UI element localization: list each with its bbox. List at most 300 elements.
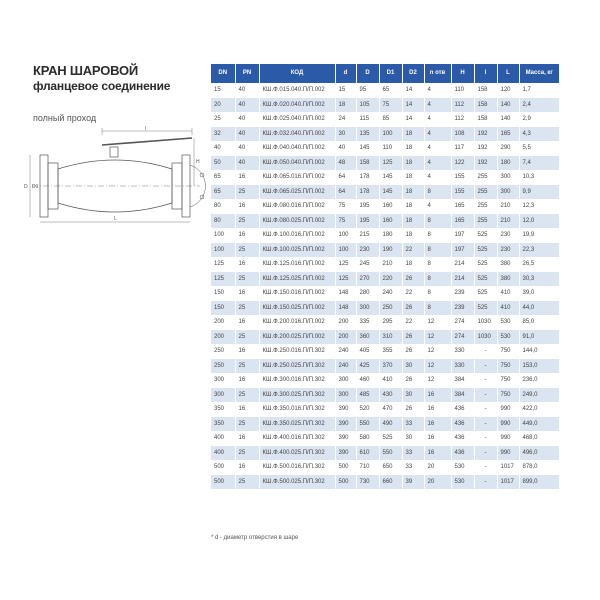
table-cell: 255 (474, 199, 497, 214)
table-cell: 730 (356, 475, 379, 490)
table-cell: 108 (451, 127, 474, 142)
table-cell: 100 (379, 127, 402, 142)
table-cell: 75 (379, 98, 402, 113)
valve-handle (102, 138, 192, 145)
table-cell: 300 (335, 373, 356, 388)
table-cell: 15 (335, 83, 356, 98)
table-cell: 215 (356, 228, 379, 243)
table-cell: 255 (474, 170, 497, 185)
table-cell: 4 (424, 141, 451, 156)
table-cell: 210 (497, 214, 519, 229)
table-cell: 2,9 (519, 112, 559, 127)
table-cell: 16 (235, 344, 259, 359)
table-row (211, 214, 559, 229)
table-cell: 384 (451, 388, 474, 403)
table-cell: 525 (474, 272, 497, 287)
table-cell: 140 (497, 112, 519, 127)
table-row (211, 388, 559, 403)
table-cell: 12 (424, 359, 451, 374)
table-cell: 148 (335, 301, 356, 316)
table-cell: 8 (424, 257, 451, 272)
table-cell: 410 (497, 286, 519, 301)
column-header: DN (211, 64, 235, 83)
table-cell: 16 (235, 286, 259, 301)
table-cell: 16 (424, 417, 451, 432)
table-cell: 330 (451, 359, 474, 374)
table-cell: КШ.Ф.100.016.П/П.002 (259, 228, 335, 243)
table-cell: 200 (335, 315, 356, 330)
column-header: H (451, 64, 474, 83)
table-cell: 500 (335, 460, 356, 475)
table-cell: 750 (497, 373, 519, 388)
table-cell: 122 (451, 156, 474, 171)
table-cell: КШ.Ф.015.040.П/П.002 (259, 83, 335, 98)
table-cell: 25 (235, 214, 259, 229)
table-cell: 16 (424, 431, 451, 446)
table-cell: 25 (211, 112, 235, 127)
table-cell: 148 (335, 286, 356, 301)
table-cell: 436 (451, 446, 474, 461)
table-cell: 110 (379, 141, 402, 156)
table-cell: 18 (402, 228, 424, 243)
table-cell: 8 (424, 185, 451, 200)
table-cell: 165 (497, 127, 519, 142)
table-cell: 449,0 (519, 417, 559, 432)
table-cell: 40 (235, 156, 259, 171)
table-cell: 878,0 (519, 460, 559, 475)
table-cell: 200 (335, 330, 356, 345)
table-cell: 214 (451, 272, 474, 287)
table-cell: 250 (211, 359, 235, 374)
table-cell: 255 (474, 185, 497, 200)
table-cell: КШ.Ф.040.040.П/П.002 (259, 141, 335, 156)
table-cell: 26 (402, 373, 424, 388)
table-cell: КШ.Ф.150.025.П/П.002 (259, 301, 335, 316)
table-cell: 15 (211, 83, 235, 98)
table-cell: 160 (379, 214, 402, 229)
table-cell: 12 (424, 373, 451, 388)
table-cell: 250 (211, 344, 235, 359)
table-cell: 33 (402, 417, 424, 432)
table-cell: - (474, 417, 497, 432)
table-cell: 750 (497, 344, 519, 359)
table-row (211, 315, 559, 330)
table-cell: 65 (379, 83, 402, 98)
table-cell: 18 (402, 156, 424, 171)
table-cell: 12 (424, 344, 451, 359)
table-cell: 22,3 (519, 243, 559, 258)
table-cell: КШ.Ф.125.025.П/П.002 (259, 272, 335, 287)
table-cell: 335 (356, 315, 379, 330)
table-cell: 245 (356, 257, 379, 272)
table-cell: 25 (235, 272, 259, 287)
product-title: КРАН ШАРОВОЙ (33, 63, 139, 78)
table-cell: 40 (211, 141, 235, 156)
table-cell: КШ.Ф.080.025.П/П.002 (259, 214, 335, 229)
table-cell: 8 (424, 228, 451, 243)
table-cell: 280 (356, 286, 379, 301)
table-cell: 390 (335, 417, 356, 432)
table-row (211, 460, 559, 475)
table-row (211, 199, 559, 214)
table-row (211, 359, 559, 374)
table-cell: 300 (211, 373, 235, 388)
table-cell: 9,9 (519, 185, 559, 200)
table-cell: 380 (497, 257, 519, 272)
ball-valve-drawing (22, 125, 210, 225)
table-cell: 50 (211, 156, 235, 171)
table-cell: 4 (424, 156, 451, 171)
table-cell: 44,0 (519, 301, 559, 316)
table-row (211, 83, 559, 98)
table-cell: 195 (356, 199, 379, 214)
table-cell: 75 (335, 214, 356, 229)
table-cell: 300 (335, 388, 356, 403)
table-cell: 550 (356, 417, 379, 432)
table-cell: 239 (451, 286, 474, 301)
table-cell: 990 (497, 402, 519, 417)
table-cell: 26 (402, 301, 424, 316)
table-cell: 30 (402, 359, 424, 374)
table-cell: 370 (379, 359, 402, 374)
table-cell: КШ.Ф.100.025.П/П.002 (259, 243, 335, 258)
column-header: Масса, кг (519, 64, 559, 83)
table-cell: 155 (451, 185, 474, 200)
table-cell: 200 (211, 330, 235, 345)
table-cell: 64 (335, 170, 356, 185)
column-header: КОД (259, 64, 335, 83)
table-cell: 4 (424, 83, 451, 98)
table-cell: 25 (235, 330, 259, 345)
table-cell: 1,7 (519, 83, 559, 98)
table-cell: 120 (497, 83, 519, 98)
table-cell: 525 (474, 257, 497, 272)
dim-label-i: I (145, 126, 147, 132)
table-cell: 25 (235, 359, 259, 374)
table-cell: 125 (335, 272, 356, 287)
column-header: L (497, 64, 519, 83)
table-cell: 18 (402, 170, 424, 185)
table-cell: 210 (379, 257, 402, 272)
table-cell: 19,9 (519, 228, 559, 243)
table-cell: 410 (379, 373, 402, 388)
table-cell: 25 (235, 301, 259, 316)
table-cell: 192 (474, 141, 497, 156)
table-cell: 350 (211, 402, 235, 417)
table-cell: 25 (235, 417, 259, 432)
table-cell: 230 (497, 228, 519, 243)
table-cell: 26 (402, 402, 424, 417)
table-cell: 165 (451, 214, 474, 229)
table-row (211, 170, 559, 185)
table-cell: 16 (235, 228, 259, 243)
table-cell: 16 (424, 446, 451, 461)
table-cell: 4 (424, 98, 451, 113)
table-cell: КШ.Ф.065.025.П/П.002 (259, 185, 335, 200)
table-cell: 4 (424, 127, 451, 142)
table-cell: 16 (235, 460, 259, 475)
table-cell: 530 (451, 475, 474, 490)
table-cell: 125 (211, 272, 235, 287)
table-cell: 274 (451, 330, 474, 345)
table-row (211, 344, 559, 359)
table-cell: 18 (402, 141, 424, 156)
table-cell: 145 (356, 141, 379, 156)
table-cell: 150 (211, 301, 235, 316)
table-cell: 100 (335, 228, 356, 243)
table-cell: 16 (235, 402, 259, 417)
table-cell: 158 (474, 112, 497, 127)
table-cell: - (474, 344, 497, 359)
table-cell: 48 (335, 156, 356, 171)
table-row (211, 127, 559, 142)
table-cell: 460 (356, 373, 379, 388)
table-cell: 8 (424, 301, 451, 316)
table-cell: 12 (424, 315, 451, 330)
table-cell: 26 (402, 272, 424, 287)
table-cell: КШ.Ф.050.040.П/П.002 (259, 156, 335, 171)
table-cell: 40 (235, 141, 259, 156)
table-cell: - (474, 373, 497, 388)
table-cell: 64 (335, 185, 356, 200)
table-cell: - (474, 475, 497, 490)
table-cell: 200 (211, 315, 235, 330)
table-cell: 22 (402, 315, 424, 330)
table-cell: 300 (356, 301, 379, 316)
table-cell: 1030 (474, 315, 497, 330)
table-cell: 8 (424, 286, 451, 301)
table-row (211, 402, 559, 417)
table-cell: 230 (356, 243, 379, 258)
table-cell: 410 (497, 301, 519, 316)
table-row (211, 243, 559, 258)
column-header: PN (235, 64, 259, 83)
table-cell: 112 (451, 98, 474, 113)
table-cell: 16 (235, 431, 259, 446)
table-cell: КШ.Ф.350.025.П/П.302 (259, 417, 335, 432)
table-cell: 350 (211, 417, 235, 432)
table-cell: 30 (402, 431, 424, 446)
table-cell: КШ.Ф.032.040.П/П.002 (259, 127, 335, 142)
table-cell: 125 (335, 257, 356, 272)
table-cell: 16 (424, 388, 451, 403)
table-cell: 22 (402, 286, 424, 301)
table-cell: 26 (402, 330, 424, 345)
table-row (211, 373, 559, 388)
table-cell: 295 (379, 315, 402, 330)
table-cell: 255 (474, 214, 497, 229)
table-cell: КШ.Ф.300.016.П/П.302 (259, 373, 335, 388)
table-cell: 16 (235, 373, 259, 388)
table-cell: 500 (211, 460, 235, 475)
table-row (211, 301, 559, 316)
table-cell: 10,3 (519, 170, 559, 185)
table-cell: 144,0 (519, 344, 559, 359)
table-cell: КШ.Ф.350.016.П/П.302 (259, 402, 335, 417)
table-cell: 40 (235, 127, 259, 142)
table-cell: 1017 (497, 460, 519, 475)
table-cell: 525 (379, 431, 402, 446)
column-header: D2 (402, 64, 424, 83)
table-cell: 25 (235, 185, 259, 200)
table-cell: 710 (356, 460, 379, 475)
table-cell: 8 (424, 272, 451, 287)
table-cell: 14 (402, 98, 424, 113)
table-row (211, 257, 559, 272)
table-cell: 899,0 (519, 475, 559, 490)
table-cell: 8 (424, 243, 451, 258)
table-cell: 80 (211, 214, 235, 229)
table-cell: 115 (356, 112, 379, 127)
table-cell: 195 (356, 214, 379, 229)
table-cell: 220 (379, 272, 402, 287)
table-cell: 274 (451, 315, 474, 330)
table-cell: 180 (497, 156, 519, 171)
table-cell: 300 (211, 388, 235, 403)
table-cell: 16 (235, 199, 259, 214)
table-cell: 95 (356, 83, 379, 98)
table-cell: 500 (335, 475, 356, 490)
table-cell: КШ.Ф.065.016.П/П.002 (259, 170, 335, 185)
table-cell: 270 (356, 272, 379, 287)
table-cell: 525 (474, 228, 497, 243)
table-cell: 400 (211, 446, 235, 461)
table-cell: 4 (424, 170, 451, 185)
table-cell: 18 (402, 185, 424, 200)
column-header: d (335, 64, 356, 83)
table-cell: 550 (379, 446, 402, 461)
table-cell: 20 (211, 98, 235, 113)
table-row (211, 417, 559, 432)
table-row (211, 185, 559, 200)
table-cell: 580 (356, 431, 379, 446)
table-cell: 32 (211, 127, 235, 142)
table-cell: 239 (451, 301, 474, 316)
table-cell: 14 (402, 112, 424, 127)
table-cell: 436 (451, 431, 474, 446)
table-cell: 165 (451, 199, 474, 214)
table-body (211, 83, 559, 489)
table-cell: 40 (335, 141, 356, 156)
table-cell: 110 (451, 83, 474, 98)
table-cell: 26 (402, 344, 424, 359)
table-row (211, 272, 559, 287)
specification-table (211, 64, 559, 489)
table-row (211, 141, 559, 156)
table-cell: КШ.Ф.300.025.П/П.302 (259, 388, 335, 403)
table-cell: 12,0 (519, 214, 559, 229)
dim-label-h: H (196, 159, 200, 165)
table-cell: 610 (356, 446, 379, 461)
table-cell: 12,3 (519, 199, 559, 214)
table-cell: 30,3 (519, 272, 559, 287)
table-cell: КШ.Ф.250.016.П/П.302 (259, 344, 335, 359)
table-cell: 135 (356, 127, 379, 142)
table-cell: 750 (497, 359, 519, 374)
table-cell: 300 (497, 185, 519, 200)
table-row (211, 156, 559, 171)
table-cell: 660 (379, 475, 402, 490)
table-cell: 39,0 (519, 286, 559, 301)
table-cell: 4 (424, 112, 451, 127)
table-cell: - (474, 446, 497, 461)
table-cell: КШ.Ф.020.040.П/П.002 (259, 98, 335, 113)
table-cell: 158 (474, 98, 497, 113)
table-cell: 7,4 (519, 156, 559, 171)
table-cell: - (474, 431, 497, 446)
table-cell: 210 (497, 199, 519, 214)
table-cell: 40 (235, 83, 259, 98)
table-cell: 140 (497, 98, 519, 113)
dim-label-d1: D1 (32, 184, 39, 190)
table-cell: 525 (474, 301, 497, 316)
table-cell: КШ.Ф.025.040.П/П.002 (259, 112, 335, 127)
table-cell: 355 (379, 344, 402, 359)
table-cell: 190 (379, 243, 402, 258)
table-cell: 100 (211, 243, 235, 258)
table-cell: 24 (335, 112, 356, 127)
table-cell: 180 (379, 228, 402, 243)
table-cell: 65 (211, 185, 235, 200)
table-row (211, 286, 559, 301)
valve-stem (110, 147, 118, 157)
table-cell: 468,0 (519, 431, 559, 446)
table-cell: - (474, 359, 497, 374)
table-cell: 40 (235, 112, 259, 127)
table-cell: 18 (402, 214, 424, 229)
table-cell: 197 (451, 228, 474, 243)
table-cell: 500 (211, 475, 235, 490)
table-cell: 40 (235, 98, 259, 113)
table-cell: 525 (474, 243, 497, 258)
table-cell: 80 (211, 199, 235, 214)
table-cell: 530 (497, 315, 519, 330)
table-cell: 236,0 (519, 373, 559, 388)
table-cell: 100 (335, 243, 356, 258)
table-cell: 990 (497, 417, 519, 432)
table-cell: 300 (497, 170, 519, 185)
table-cell: 39 (402, 475, 424, 490)
table-cell: 525 (474, 286, 497, 301)
table-cell: 100 (211, 228, 235, 243)
table-cell: 125 (379, 156, 402, 171)
table-cell: 240 (379, 286, 402, 301)
table-cell: 530 (451, 460, 474, 475)
table-cell: 16 (235, 257, 259, 272)
table-cell: 400 (211, 431, 235, 446)
table-cell: 240 (335, 344, 356, 359)
table-cell: 33 (402, 446, 424, 461)
table-cell: 160 (379, 199, 402, 214)
product-subtitle: фланцевое соединение (33, 79, 171, 93)
table-cell: 422,0 (519, 402, 559, 417)
table-cell: 650 (379, 460, 402, 475)
table-cell: 197 (451, 243, 474, 258)
table-cell: 14 (402, 83, 424, 98)
table-cell: 65 (211, 170, 235, 185)
table-cell: 25 (235, 243, 259, 258)
table-cell: 18 (402, 127, 424, 142)
table-cell: 125 (211, 257, 235, 272)
table-cell: 158 (356, 156, 379, 171)
table-cell: 360 (356, 330, 379, 345)
table-cell: 436 (451, 402, 474, 417)
table-cell: 250 (379, 301, 402, 316)
table-cell: 530 (497, 330, 519, 345)
column-header: D (356, 64, 379, 83)
table-cell: 153,0 (519, 359, 559, 374)
table-cell: 990 (497, 446, 519, 461)
